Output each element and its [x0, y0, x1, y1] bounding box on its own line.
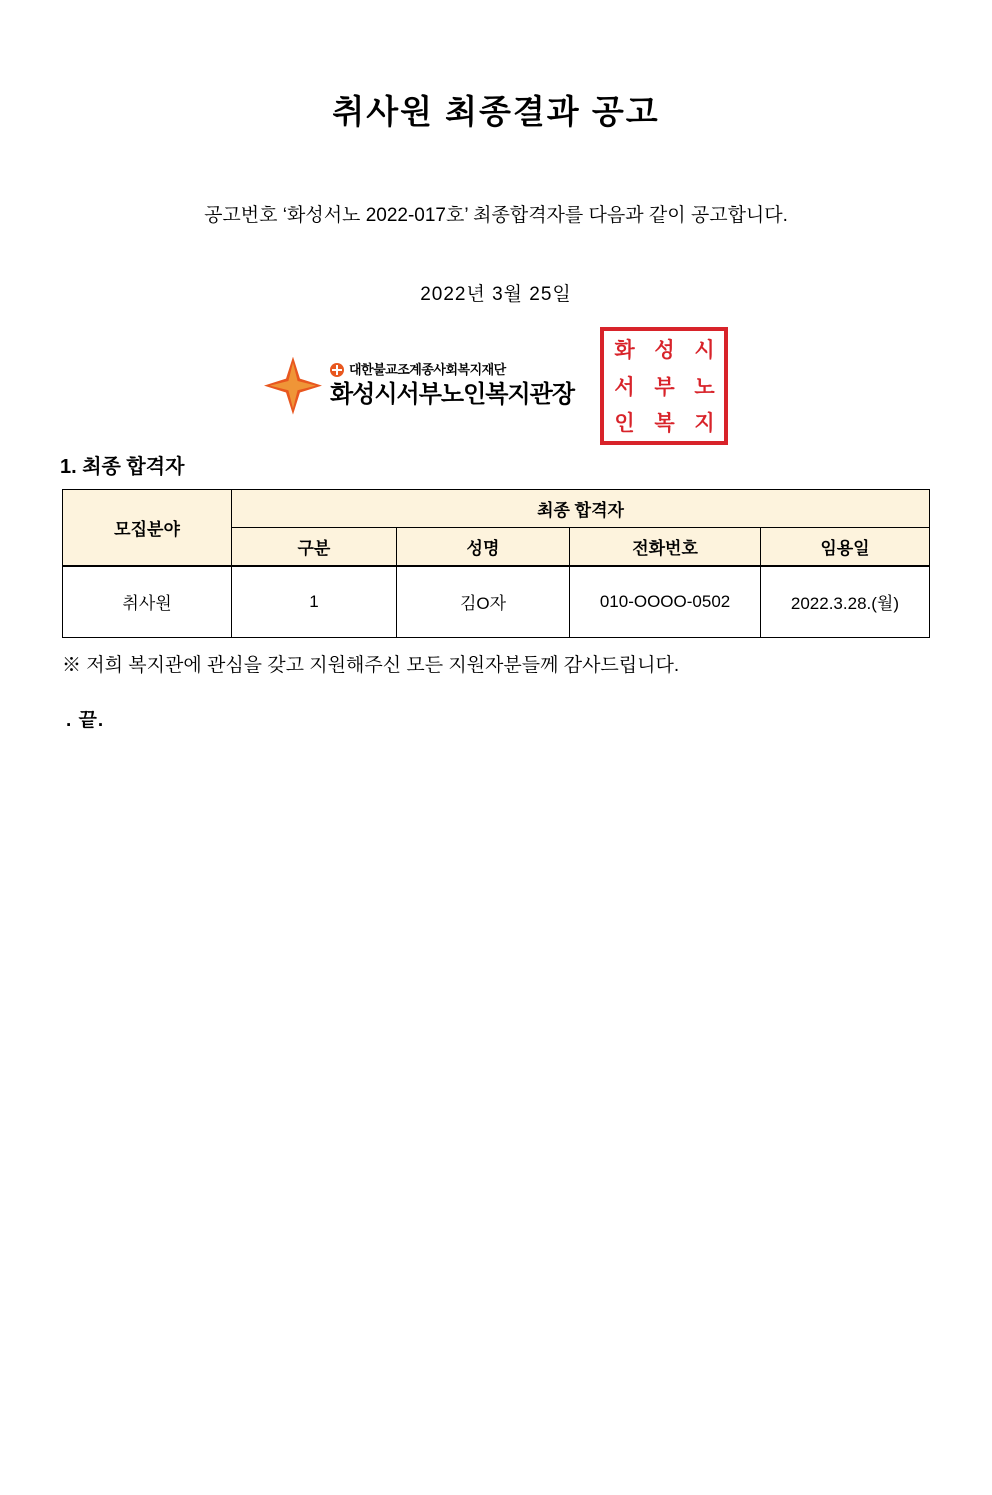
cell-recruitment-field: 취사원 — [63, 566, 232, 638]
notice-text: 공고번호 ‘화성서노 2022-017호’ 최종합격자를 다음과 같이 공고합니다. — [204, 204, 788, 226]
seal-char: 서 — [614, 373, 634, 399]
seal-char: 시 — [694, 336, 714, 362]
header-appointment-date: 임용일 — [760, 527, 929, 566]
header-name: 성명 — [396, 527, 569, 566]
page-title: 취사원 최종결과 공고 — [332, 93, 660, 130]
organization-block — [62, 336, 930, 436]
cell-name: 김O자 — [396, 566, 569, 638]
cell-appointment-date: 2022.3.28.(월) — [760, 566, 929, 638]
official-seal-stamp — [600, 327, 728, 445]
organization-logo — [264, 357, 574, 415]
foundation-line — [330, 363, 574, 378]
seal-char: 성 — [654, 336, 674, 362]
organization-name: 화성시서부노인복지관장 — [329, 380, 575, 408]
document-page — [0, 92, 992, 1495]
header-phone: 전화번호 — [570, 527, 761, 566]
section-heading: 1. 최종 합격자 — [60, 455, 185, 478]
header-final-passers: 최종 합격자 — [232, 489, 930, 527]
seal-char: 부 — [654, 373, 674, 399]
seal-char: 복 — [654, 410, 674, 436]
cell-division: 1 — [232, 566, 397, 638]
header-division: 구분 — [232, 527, 397, 566]
seal-char: 지 — [694, 410, 714, 436]
final-result-table — [62, 489, 930, 638]
announcement-date: 2022년 3월 25일 — [420, 283, 572, 305]
header-recruitment-field: 모집분야 — [63, 489, 232, 566]
orange-star-logo-icon — [264, 357, 322, 415]
end-marker: . 끝. — [66, 709, 105, 731]
thank-you-note: ※ 저희 복지관에 관심을 갖고 지원해주신 모든 지원자분들께 감사드립니다. — [62, 654, 680, 676]
cell-phone: 010-OOOO-0502 — [570, 566, 761, 638]
foundation-name: 대한불교조계종사회복지재단 — [348, 361, 506, 377]
seal-char: 노 — [694, 373, 714, 399]
table-row — [63, 566, 930, 638]
dharma-wheel-icon — [330, 363, 344, 377]
table-header-row-1 — [63, 489, 930, 527]
organization-text — [330, 363, 574, 409]
seal-char: 인 — [614, 410, 634, 436]
seal-char: 화 — [614, 336, 634, 362]
